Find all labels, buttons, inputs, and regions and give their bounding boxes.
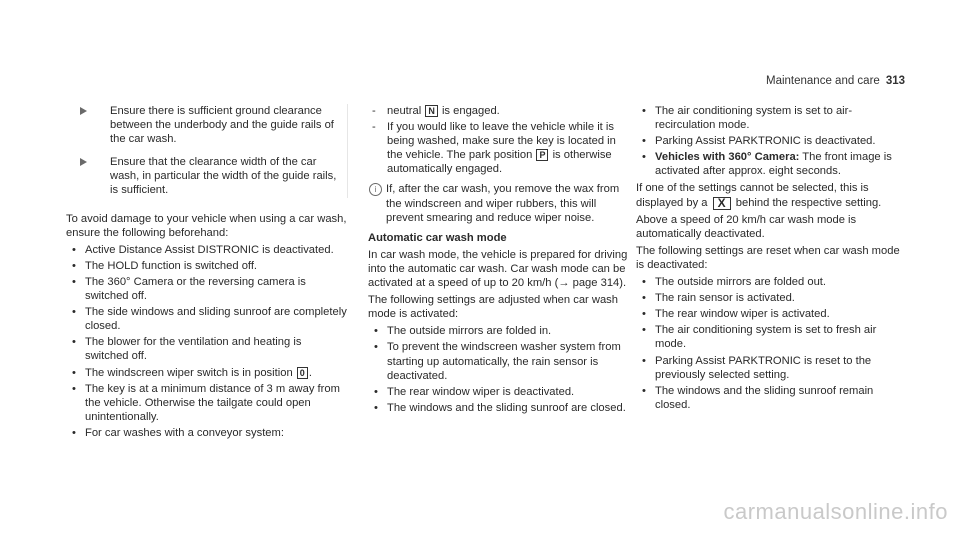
list-item: • The air conditioning system is set to fresh air mode. [636,323,908,351]
sublist-item [368,120,630,176]
not-available-icon: X [713,197,731,210]
paragraph: Above a speed of 20 km/h car wash mode is automatically deactivated. [636,213,857,240]
conveyor-sublist [368,104,630,176]
camera-label: Vehicles with 360° Camera: [655,151,800,164]
list-item [66,366,348,380]
list-item-text: The front image is activated after approx. eight seconds. [655,151,892,178]
activated-settings-list-cont [636,104,908,178]
page-number: 313 [885,75,905,87]
list-item: • Parking Assist PARKTRONIC is deactivated. [636,134,908,148]
column-1 [66,104,348,443]
page-header [766,75,905,87]
list-item: • The 360° Camera or the reversing camera is switched off. [66,275,348,303]
paragraph-text: If one of the settings cannot be selected, this is displayed by a [636,182,869,209]
section-title: Maintenance and care [766,75,880,87]
list-item: • The HOLD function is switched off. [66,259,348,273]
list-item: • The outside mirrors are folded in. [368,324,630,338]
wiper-position-symbol: 0 [297,367,308,379]
column-3 [636,104,908,415]
step-arrow-icon [80,158,87,166]
list-item: • The windows and the sliding sunroof are closed. [368,401,630,415]
list-item: • The blower for the ventilation and heating is switched off. [66,335,348,363]
neutral-gear-symbol: N [425,105,438,117]
list-item: • The outside mirrors are folded out. [636,275,908,289]
sublist-text: neutral [387,105,422,117]
instruction-step [66,104,339,146]
paragraph: In car wash mode, the vehicle is prepared for driving into the automatic car wash. Car wash mode can be activated at a speed of up to 20 km/h (→ page 314). [368,248,628,290]
step-arrow-icon [80,107,87,115]
sublist-text: If you would like to leave the vehicle while it is being washed, make sure the key is located in the vehicle. The park position [387,121,616,162]
reset-settings-list [636,275,908,412]
list-item: • The side windows and sliding sunroof are completely closed. [66,305,348,333]
watermark: carmanualsonline.info [723,499,948,524]
list-item: • The windows and the sliding sunroof remain closed. [636,384,908,412]
section-heading: Automatic car wash mode [368,231,507,244]
paragraph-text: behind the respective setting. [735,196,882,209]
paragraph: The following settings are reset when car wash mode is deactivated: [636,244,900,271]
sublist-text: is engaged. [441,105,500,117]
info-note [368,182,630,224]
list-item [636,150,908,178]
step-text: Ensure there is sufficient ground clearance between the underbody and the guide rails of the car wash. [110,105,334,146]
list-item: • Active Distance Assist DISTRONIC is deactivated. [66,243,348,257]
sublist-text: is otherwise automatically engaged. [387,149,612,176]
instruction-step [66,155,339,197]
list-item: • To prevent the windscreen washer system from starting up automatically, the rain sensor is deactivated. [368,340,630,382]
step-text: Ensure that the clearance width of the car wash, in particular the width of the guide rails, is sufficient. [110,156,337,197]
activated-settings-list [368,324,630,415]
paragraph: The following settings are adjusted when car wash mode is activated: [368,294,618,321]
column-2 [368,104,630,418]
list-item: • The key is at a minimum distance of 3 m away from the vehicle. Otherwise the tailgate could open unintentionally. [66,382,348,424]
checklist [66,243,348,440]
list-item: • The rain sensor is activated. [636,291,908,305]
instruction-steps [66,104,348,198]
list-item: • The rear window wiper is activated. [636,307,908,321]
list-item: • The rear window wiper is deactivated. [368,385,630,399]
note-text: If, after the car wash, you remove the wax from the windscreen and wiper rubbers, this will prevent smearing and reduce wiper noise. [386,183,620,224]
list-item: • Parking Assist PARKTRONIC is reset to the previously selected setting. [636,354,908,382]
list-item-text: The windscreen wiper switch is in position [85,366,293,379]
paragraph [636,181,908,209]
intro-paragraph: To avoid damage to your vehicle when using a car wash, ensure the following beforehand: [66,212,347,239]
list-item: • The air conditioning system is set to air-recirculation mode. [636,104,908,132]
list-item-text: . [308,366,312,379]
sublist-item [368,104,630,118]
list-item: • For car washes with a conveyor system: [66,426,348,440]
info-icon: i [369,183,382,196]
park-position-symbol: P [536,149,548,161]
